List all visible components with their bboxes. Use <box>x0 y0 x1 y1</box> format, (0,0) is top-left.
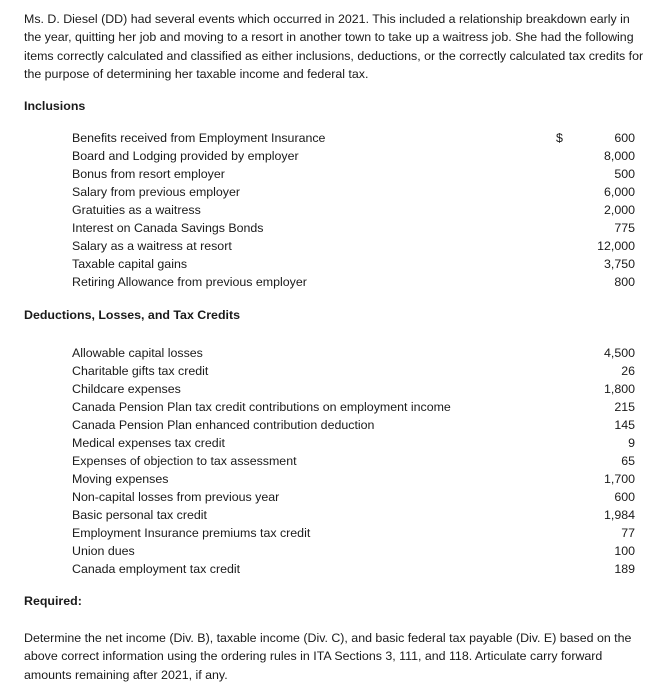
deduction-label: Medical expenses tax credit <box>72 436 225 450</box>
deduction-row <box>72 506 635 524</box>
inclusion-row <box>72 165 635 183</box>
deduction-amount: 100 <box>614 544 635 558</box>
inclusion-row <box>72 237 635 255</box>
deduction-label: Canada employment tax credit <box>72 562 241 576</box>
inclusions-heading: Inclusions <box>24 99 86 113</box>
deductions-heading: Deductions, Losses, and Tax Credits <box>24 308 240 322</box>
deduction-row <box>72 434 635 452</box>
deduction-row <box>72 542 635 560</box>
deduction-amount: 77 <box>621 526 635 540</box>
deduction-amount: 26 <box>621 364 635 378</box>
inclusion-row <box>72 183 635 201</box>
inclusion-row <box>72 147 635 165</box>
deduction-label: Basic personal tax credit <box>72 508 207 522</box>
deduction-row <box>72 416 635 434</box>
required-heading: Required: <box>24 594 82 608</box>
deduction-label: Allowable capital losses <box>72 346 203 360</box>
inclusion-label: Taxable capital gains <box>72 257 188 271</box>
deduction-row <box>72 344 635 362</box>
deduction-amount: 1,700 <box>603 472 635 486</box>
deduction-label: Union dues <box>72 544 135 558</box>
inclusion-label: Benefits received from Employment Insurance <box>72 131 326 145</box>
deduction-row <box>72 452 635 470</box>
deduction-amount: 215 <box>614 400 635 414</box>
deduction-row <box>72 488 635 506</box>
deduction-row <box>72 362 635 380</box>
deduction-label: Expenses of objection to tax assessment <box>72 454 297 468</box>
inclusion-amount: 3,750 <box>603 257 635 271</box>
deduction-label: Childcare expenses <box>72 382 181 396</box>
inclusion-label: Salary from previous employer <box>72 185 241 199</box>
deductions-list <box>72 344 635 578</box>
inclusion-amount: 6,000 <box>603 185 635 199</box>
inclusion-row <box>72 201 635 219</box>
deduction-label: Moving expenses <box>72 472 169 486</box>
deduction-row <box>72 560 635 578</box>
inclusion-amount: 600 <box>614 131 635 145</box>
inclusion-amount: 12,000 <box>597 239 635 253</box>
inclusion-amount: 775 <box>614 221 635 235</box>
deduction-amount: 9 <box>628 436 635 450</box>
inclusion-row <box>72 219 635 237</box>
inclusion-row <box>72 255 635 273</box>
deduction-label: Non-capital losses from previous year <box>72 490 280 504</box>
deduction-row <box>72 470 635 488</box>
deduction-row <box>72 524 635 542</box>
inclusion-amount: 2,000 <box>603 203 635 217</box>
inclusions-list <box>72 129 635 291</box>
inclusion-label: Salary as a waitress at resort <box>72 239 232 253</box>
intro-paragraph: Ms. D. Diesel (DD) had several events which occurred in 2021. This included a relationship breakdown early in the year, quitting her job and moving to a resort in another town to take up a waitress job. She had the following items correctly calculated and classified as either inclusions, deductions, or the correctly calculated tax credits for the purpose of determining her taxable income and federal tax. <box>24 12 644 81</box>
deduction-label: Canada Pension Plan tax credit contributions on employment income <box>72 400 451 414</box>
deduction-amount: 1,984 <box>603 508 635 522</box>
required-paragraph: Determine the net income (Div. B), taxable income (Div. C), and basic federal tax payable (Div. E) based on the above correct information using the ordering rules in ITA Sections 3, 111, and 118. Articulate carry forward amounts remaining after 2021, if any. <box>24 631 632 682</box>
deduction-amount: 65 <box>621 454 635 468</box>
deduction-amount: 4,500 <box>603 346 635 360</box>
deduction-label: Canada Pension Plan enhanced contribution deduction <box>72 418 375 432</box>
inclusion-label: Gratuities as a waitress <box>72 203 201 217</box>
inclusion-row <box>72 273 635 291</box>
inclusion-amount: 8,000 <box>603 149 635 163</box>
inclusion-label: Board and Lodging provided by employer <box>72 149 299 163</box>
inclusion-amount: 800 <box>614 275 635 289</box>
inclusion-label: Interest on Canada Savings Bonds <box>72 221 264 235</box>
deduction-row <box>72 380 635 398</box>
deduction-label: Charitable gifts tax credit <box>72 364 209 378</box>
inclusion-label: Bonus from resort employer <box>72 167 225 181</box>
inclusion-row <box>72 129 635 147</box>
deduction-amount: 1,800 <box>603 382 635 396</box>
currency-symbol: $ <box>556 131 563 145</box>
deduction-amount: 189 <box>614 562 635 576</box>
deduction-row <box>72 398 635 416</box>
inclusion-label: Retiring Allowance from previous employer <box>72 275 307 289</box>
deduction-label: Employment Insurance premiums tax credit <box>72 526 311 540</box>
inclusion-amount: 500 <box>614 167 635 181</box>
deduction-amount: 600 <box>614 490 635 504</box>
deduction-amount: 145 <box>614 418 635 432</box>
